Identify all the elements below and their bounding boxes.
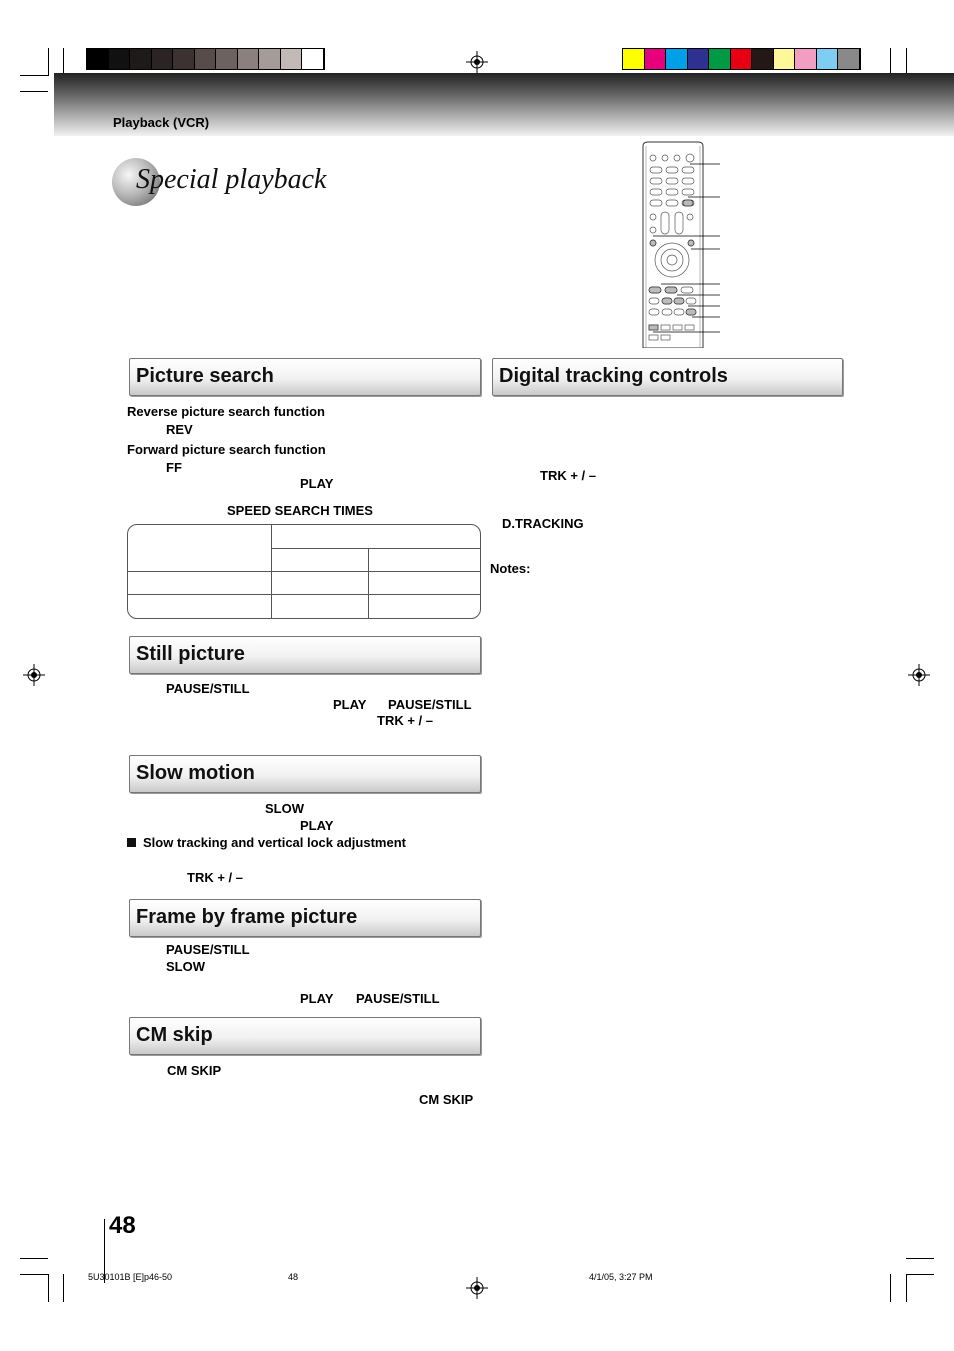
color-swatch [795, 49, 817, 69]
color-swatch [130, 49, 152, 69]
crop-mark [906, 1274, 934, 1275]
frame-by-frame-heading: Frame by frame picture [136, 906, 358, 928]
forward-search-title: Forward picture search function [127, 442, 326, 457]
speed-search-caption: SPEED SEARCH TIMES [227, 503, 373, 518]
digital-tracking-heading-box [492, 358, 843, 396]
d-tracking-key: D.TRACKING [502, 516, 584, 531]
crop-mark [906, 48, 907, 76]
gray-scale-bar [86, 48, 325, 70]
crop-mark [890, 1274, 891, 1302]
color-swatch [173, 49, 195, 69]
crop-mark [20, 75, 48, 76]
section-label: Playback (VCR) [113, 115, 210, 130]
crop-mark [63, 48, 64, 76]
registration-mark-icon [466, 51, 488, 73]
pause-still-key: PAUSE/STILL [166, 681, 250, 696]
color-swatch [259, 49, 281, 69]
registration-mark-icon [466, 1277, 488, 1299]
page-number: 48 [109, 1212, 136, 1239]
still-picture-heading-box [129, 636, 481, 674]
frame-by-frame-heading-box [129, 899, 481, 937]
color-swatch [645, 49, 667, 69]
page-title: Special playback [136, 164, 327, 195]
color-swatch [302, 49, 324, 69]
slow-tracking-subheading: Slow tracking and vertical lock adjustment [143, 835, 406, 850]
color-swatch [774, 49, 796, 69]
pause-still-key: PAUSE/STILL [356, 991, 440, 1006]
trk-key: TRK + / – [187, 870, 243, 885]
cm-skip-heading-box [129, 1017, 481, 1055]
crop-mark [20, 1274, 48, 1275]
digital-tracking-heading: Digital tracking controls [499, 365, 728, 387]
table-divider [128, 571, 480, 572]
picture-search-heading-box [129, 358, 481, 396]
trk-key: TRK + / – [540, 468, 596, 483]
pause-still-key: PAUSE/STILL [166, 942, 250, 957]
crop-mark [890, 48, 891, 76]
color-swatch [817, 49, 839, 69]
table-divider [128, 594, 480, 595]
crop-mark [48, 1274, 49, 1302]
slow-key: SLOW [265, 801, 304, 816]
footer-page: 48 [288, 1272, 299, 1282]
slow-key: SLOW [166, 959, 205, 974]
color-swatch [688, 49, 710, 69]
play-key: PLAY [300, 818, 334, 833]
ff-key: FF [166, 460, 182, 475]
crop-mark [906, 1274, 907, 1302]
table-divider [368, 548, 369, 618]
registration-mark-icon [23, 664, 45, 686]
color-bar [622, 48, 861, 70]
trk-key: TRK + / – [377, 713, 433, 728]
color-swatch [709, 49, 731, 69]
remote-control-icon [640, 140, 724, 348]
color-swatch [623, 49, 645, 69]
registration-mark-icon [908, 664, 930, 686]
color-swatch [731, 49, 753, 69]
notes-label: Notes: [490, 561, 531, 576]
play-key: PLAY [300, 991, 334, 1006]
crop-mark [20, 91, 48, 92]
play-key: PLAY [300, 476, 334, 491]
table-divider [271, 548, 480, 549]
slow-motion-heading-box [129, 755, 481, 793]
color-swatch [87, 49, 109, 69]
color-swatch [195, 49, 217, 69]
cm-skip-key: CM SKIP [167, 1063, 222, 1078]
play-key: PLAY [333, 697, 367, 712]
still-picture-heading: Still picture [136, 643, 245, 665]
bullet-icon [127, 838, 136, 847]
color-swatch [281, 49, 303, 69]
crop-mark [48, 48, 49, 76]
slow-motion-heading: Slow motion [136, 762, 255, 784]
color-swatch [152, 49, 174, 69]
crop-mark [63, 1274, 64, 1302]
speed-search-table [127, 524, 481, 619]
color-swatch [109, 49, 131, 69]
color-swatch [238, 49, 260, 69]
color-swatch [216, 49, 238, 69]
cm-skip-key: CM SKIP [419, 1092, 474, 1107]
footer-file: 5U30101B [E]p46-50 [88, 1272, 173, 1282]
rev-key: REV [166, 422, 193, 437]
color-swatch [752, 49, 774, 69]
footer-date: 4/1/05, 3:27 PM [589, 1272, 653, 1282]
color-swatch [666, 49, 688, 69]
crop-mark [20, 1258, 48, 1259]
reverse-search-title: Reverse picture search function [127, 404, 325, 419]
cm-skip-heading: CM skip [136, 1024, 213, 1046]
pause-still-key: PAUSE/STILL [388, 697, 472, 712]
picture-search-heading: Picture search [136, 365, 274, 387]
crop-mark [906, 1258, 934, 1259]
color-swatch [838, 49, 860, 69]
